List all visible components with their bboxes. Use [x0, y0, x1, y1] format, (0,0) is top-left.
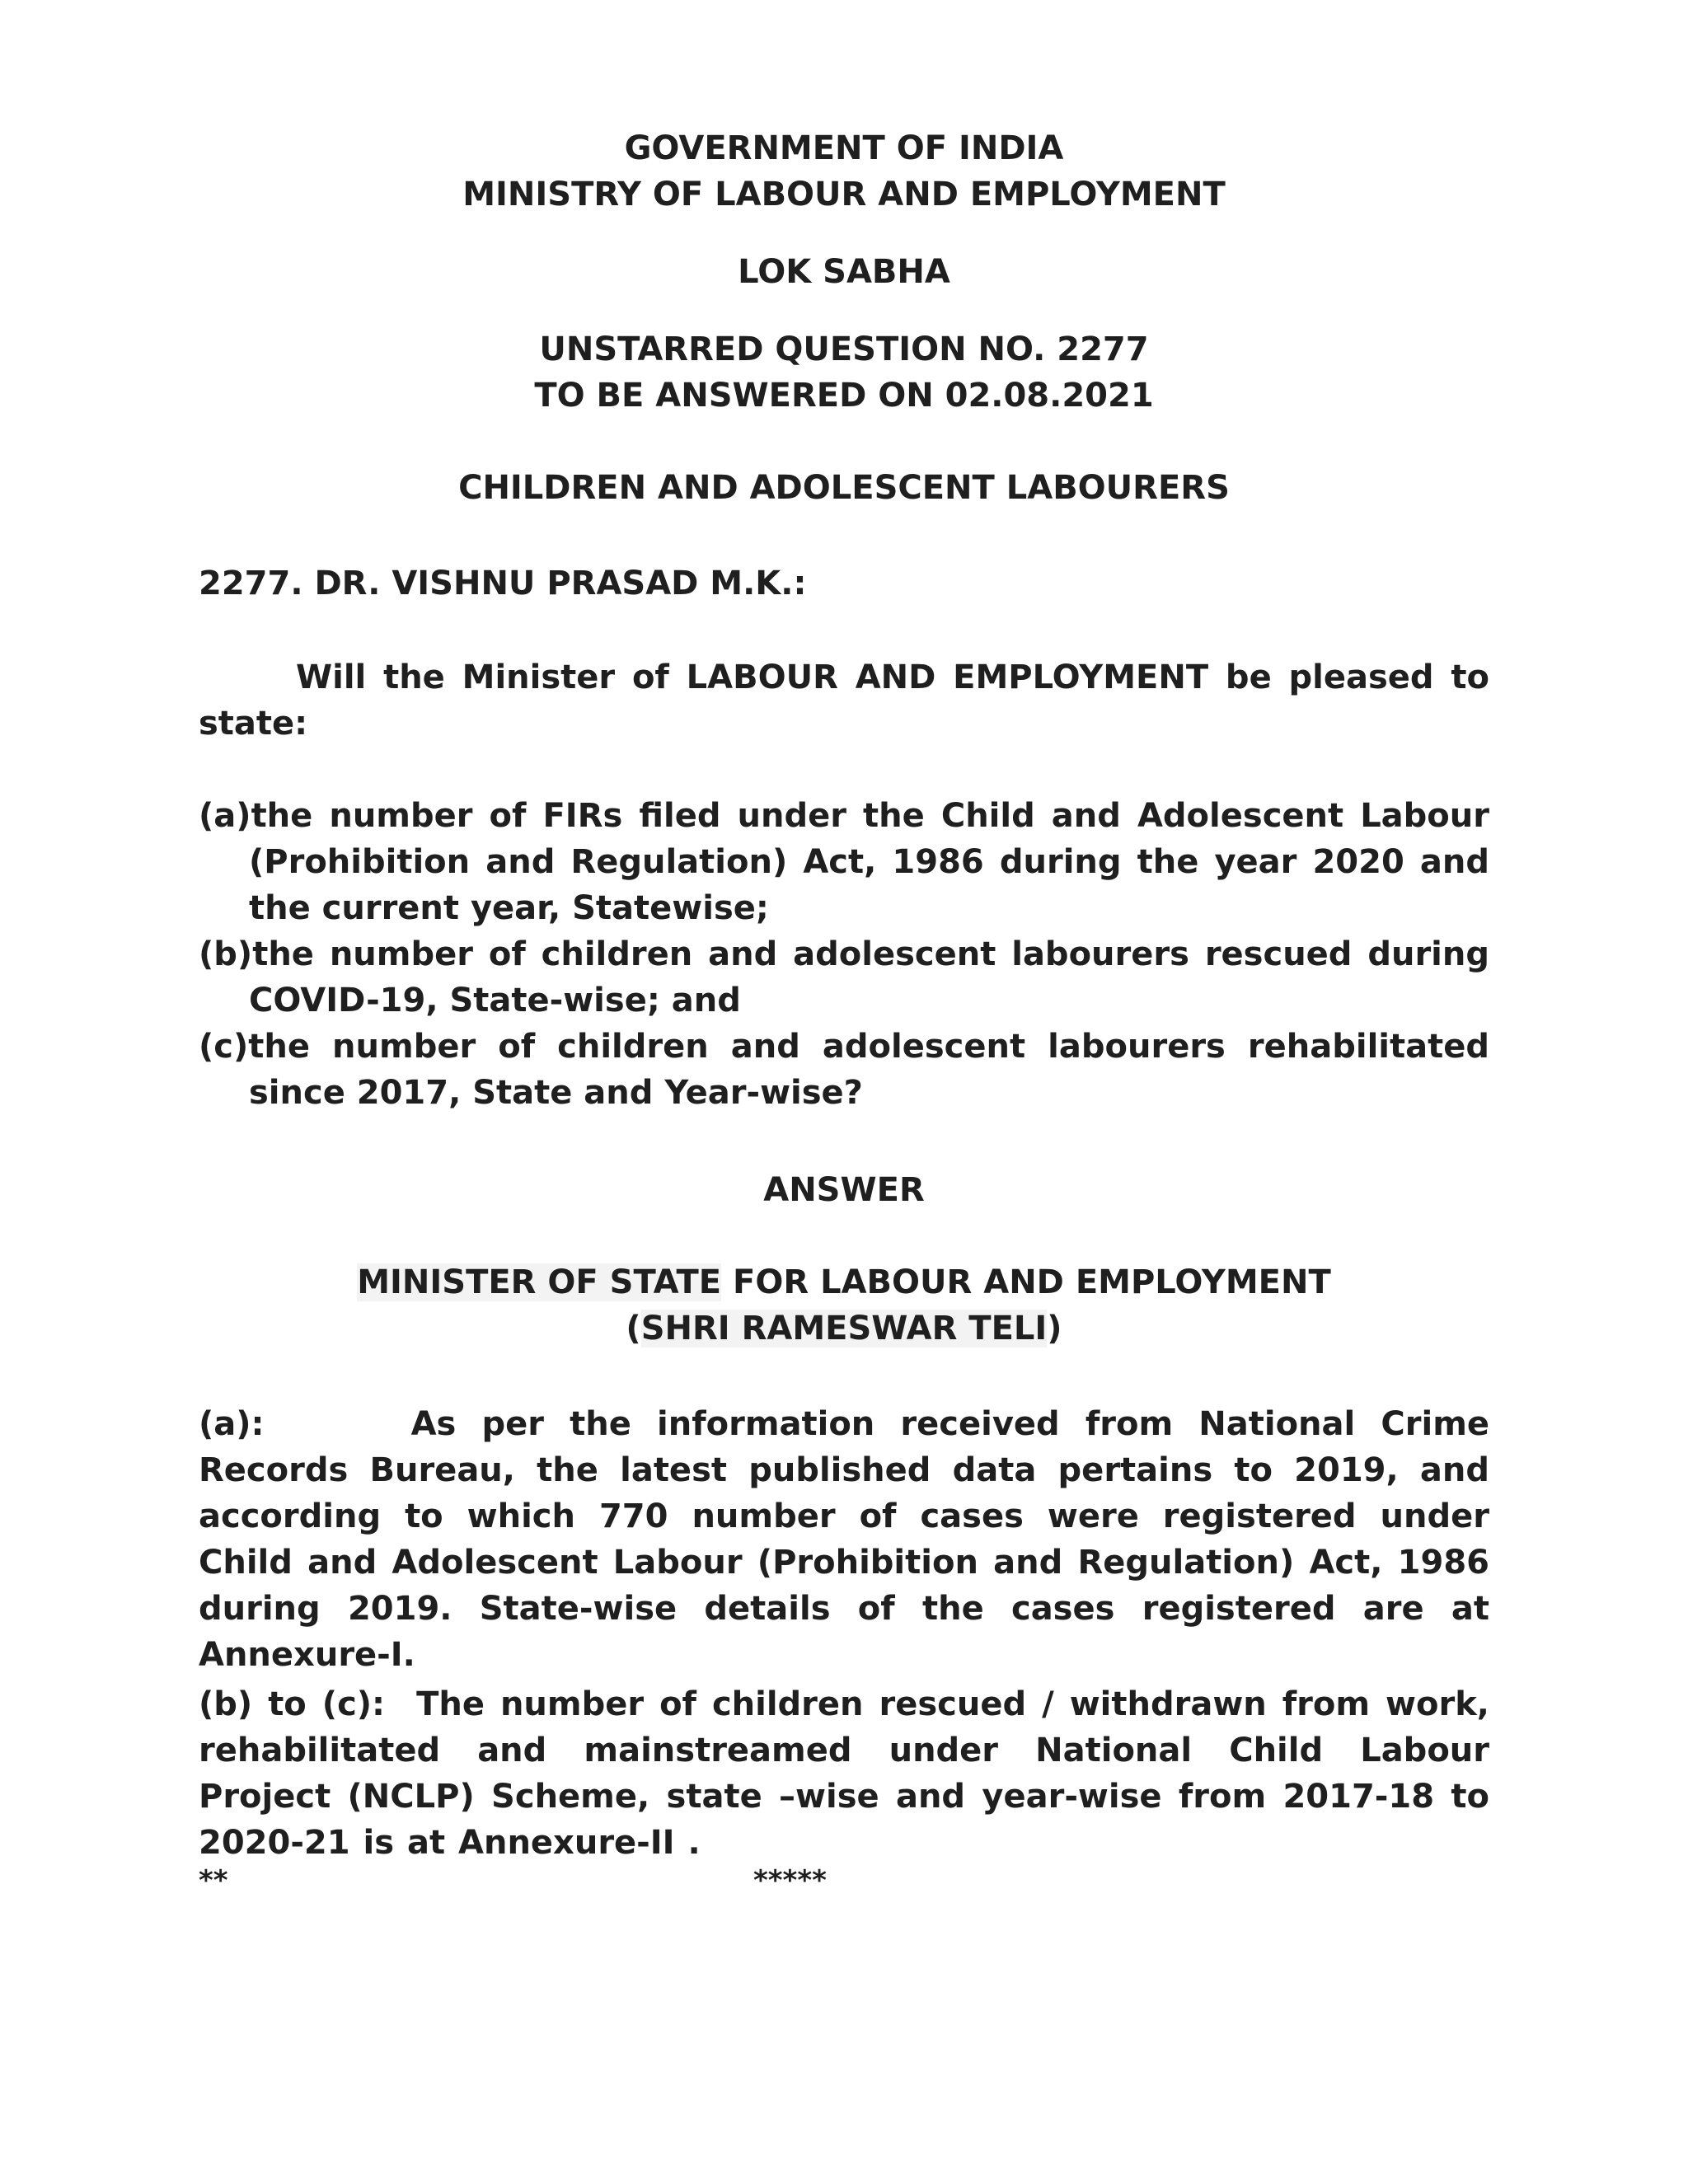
minister-name: SHRI RAMESWAR TELI: [640, 1310, 1048, 1347]
minister-name-line: [0, 1305, 1688, 1352]
question-number: UNSTARRED QUESTION NO. 2277: [539, 330, 1149, 368]
question-item-c: [199, 1024, 1489, 1116]
question-item-text: the number of FIRs filed under the Child and Adolescent Labour (Prohibition and Regulation) Act, 1986 during the year 2020 and the current year, Statewise;: [249, 797, 1489, 927]
house-heading: LOK SABHA: [738, 253, 950, 291]
answer-heading: ANSWER: [763, 1171, 925, 1209]
question-item-text: the number of children and adolescent labourers rehabilitated since 2017, State and Year-wise?: [248, 1028, 1489, 1112]
asker-name: 2277. DR. VISHNU PRASAD M.K.:: [199, 565, 807, 602]
answer-part-a-label: (a):: [199, 1405, 265, 1443]
question-item-label: (b): [199, 935, 253, 973]
minister-name-open: (: [626, 1310, 641, 1347]
answer-part-a: [199, 1401, 1489, 1678]
ministry-heading: MINISTRY OF LABOUR AND EMPLOYMENT: [462, 176, 1226, 213]
question-item-label: (a): [199, 797, 251, 835]
question-item-label: (c): [199, 1028, 249, 1066]
subject-title: CHILDREN AND ADOLESCENT LABOURERS: [458, 469, 1230, 507]
question-item-a: [199, 793, 1489, 931]
minister-title-part2: FOR LABOUR AND EMPLOYMENT: [721, 1263, 1331, 1301]
minister-name-close: ): [1047, 1310, 1062, 1347]
minister-title-part1: MINISTER OF STATE: [357, 1263, 722, 1301]
footer-marks-center: *****: [753, 1864, 827, 1897]
question-intro: Will the Minister of LABOUR AND EMPLOYMENT be pleased to state:: [199, 658, 1489, 743]
government-heading: GOVERNMENT OF INDIA: [624, 129, 1064, 167]
answer-part-bc-text: The number of children rescued / withdrawn from work, rehabilitated and mainstreamed under National Child Labour Project (NCLP) Scheme, state –wise and year-wise from 2017-18 to 2020-21 is at Annexure-II .: [199, 1685, 1490, 1862]
answer-part-a-text: As per the information received from National Crime Records Bureau, the latest published data pertains to 2019, and according to which 770 number of cases were registered under Child and Adolescent Labour (Prohibition and Regulation) Act, 1986 during 2019. State-wise details of the cases registered are at Annexure-I.: [199, 1405, 1489, 1674]
answer-part-bc: [199, 1681, 1489, 1866]
question-item-b: [199, 931, 1489, 1024]
question-item-text: the number of children and adolescent labourers rescued during COVID-19, State-wise; and: [249, 935, 1489, 1019]
minister-title: [0, 1259, 1688, 1305]
answer-date: TO BE ANSWERED ON 02.08.2021: [534, 377, 1154, 415]
answer-part-bc-label: (b) to (c):: [199, 1685, 386, 1723]
footer-marks-left: **: [199, 1864, 228, 1897]
